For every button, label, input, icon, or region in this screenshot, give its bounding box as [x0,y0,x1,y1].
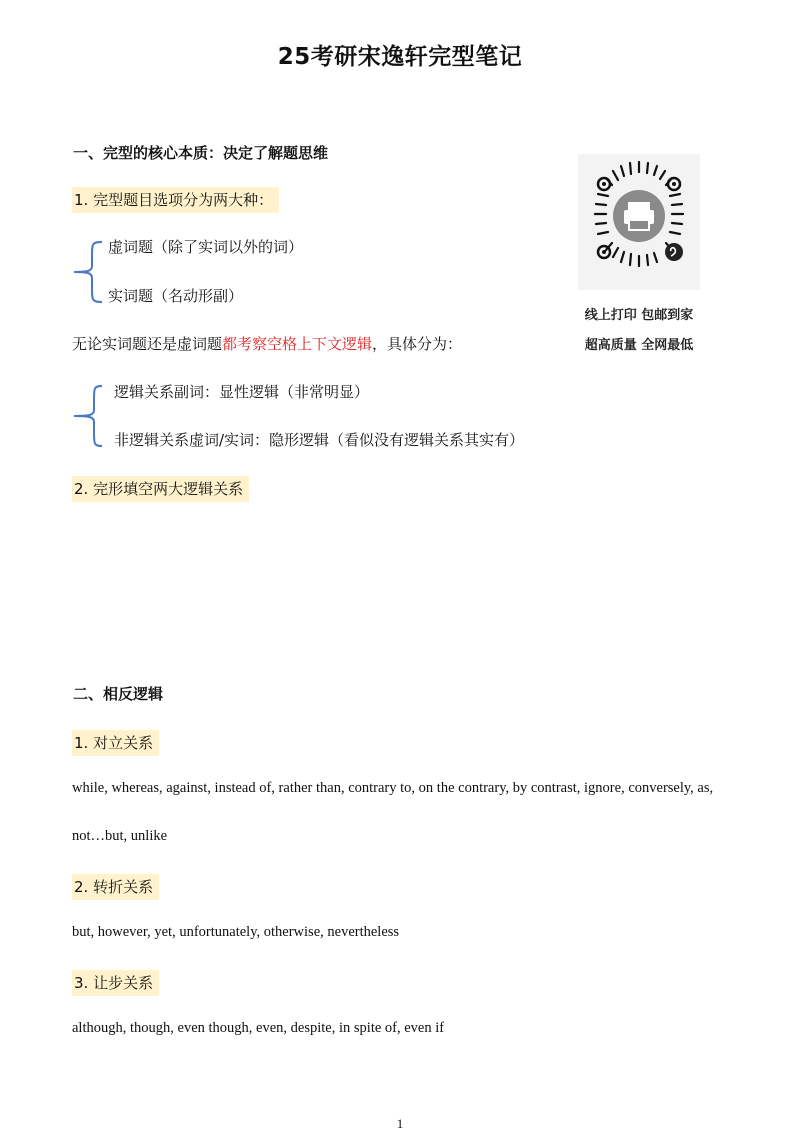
opposition-words-line-2: not…but, unlike [72,828,168,844]
para-emphasis: 都考察空格上下文逻辑 [222,335,373,353]
section2-heading: 二、相反逻辑 [73,685,164,703]
logic-explicit: 逻辑关系副词：显性逻辑（非常明显） [114,383,370,401]
concession-words: although, though, even though, even, despite, in spite of, even if [72,1020,445,1036]
section2-subheading-1: 1. 对立关系 [72,730,159,756]
page-number: 1 [396,1116,404,1131]
section1-subheading-2: 2. 完形填空两大逻辑关系 [72,476,249,502]
section2-subheading-3: 3. 让步关系 [72,970,159,996]
qr-caption-line-2: 超高质量 全网最低 [584,338,694,353]
kind-function-word: 虚词题（除了实词以外的词） [108,238,304,256]
section1-subheading-1: 1. 完型题目选项分为两大种： [72,187,279,213]
opposition-words-line-1: while, whereas, against, instead of, rather than, contrary to, on the contrary, by contrast, ignore, conversely, as, [72,780,714,796]
brace-icon [68,380,108,452]
qr-code [578,154,700,290]
qr-caption-line-1: 线上打印 包邮到家 [584,308,694,323]
transition-words: but, however, yet, unfortunately, otherwise, nevertheless [72,924,400,940]
document-title: 25考研宋逸轩完型笔记 [277,44,523,70]
section1-heading: 一、完型的核心本质：决定了解题思维 [73,144,329,162]
para-text-2: ，具体分为： [372,335,463,353]
logic-implicit: 非逻辑关系虚词/实词：隐形逻辑（看似没有逻辑关系其实有） [114,431,525,449]
brace-icon [68,236,108,308]
kind-content-word: 实词题（名动形副） [108,287,244,305]
para-text-1: 无论实词题还是虚词题 [72,335,223,353]
section2-subheading-2: 2. 转折关系 [72,874,159,900]
context-logic-paragraph [72,333,462,354]
